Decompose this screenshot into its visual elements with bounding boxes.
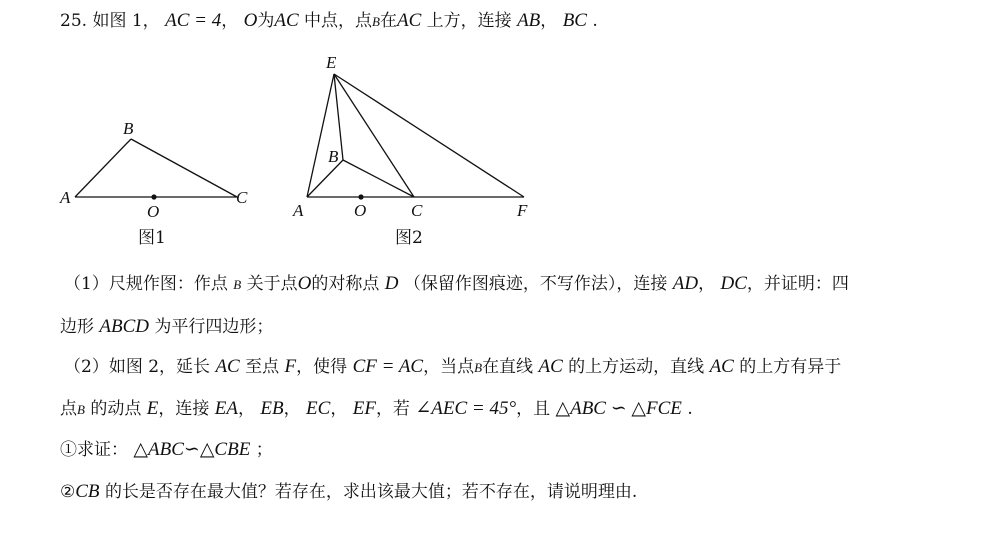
- fig1-caption: 图1: [138, 228, 166, 248]
- part-2-line-2: 点B 的动点 E，连接 EA， EB， EC， EF，若 ∠AEC = 45°，且 △ABC ∽ △FCE .: [60, 398, 693, 419]
- fig2-label-a: A: [293, 201, 304, 220]
- fig2-segment-bc: [343, 160, 414, 197]
- fig2-label-c: C: [411, 201, 423, 220]
- sub-question-1: ①求证： △ABC∽△CBE ；: [60, 439, 273, 460]
- problem-statement: 25. 如图 1， AC = 4， O为AC 中点，点B在AC 上方，连接 AB， BC .: [60, 10, 598, 31]
- fig2-point-o: [358, 194, 363, 199]
- fig2-label-b: B: [328, 147, 339, 166]
- fig1-label-o: O: [147, 202, 160, 221]
- sub-question-2: ②CB 的长是否存在最大值？若存在，求出该最大值；若不存在，请说明理由.: [60, 481, 638, 502]
- fig1-label-c: C: [236, 188, 248, 207]
- fig1-point-o: [151, 194, 156, 199]
- fig2-segment-ae: [307, 74, 334, 197]
- fig1-segment-ab: [75, 139, 131, 197]
- ac-equals-4: AC = 4: [165, 10, 222, 31]
- fig2-label-e: E: [326, 53, 337, 72]
- figure-1: [75, 139, 237, 197]
- fig2-label-f: F: [517, 201, 528, 220]
- problem-number: 25.: [60, 11, 88, 31]
- fig2-caption: 图2: [395, 228, 423, 248]
- similar-triangles: △ABC ∽ △FCE: [555, 398, 682, 419]
- part-1-line-1: （1）尺规作图：作点 B 关于点O的对称点 D （保留作图痕迹，不写作法），连接 AD， DC，并证明：四: [64, 273, 849, 294]
- fig1-segment-bc: [131, 139, 237, 197]
- figure-2: [307, 74, 524, 197]
- part-2-line-1: （2）如图 2，延长 AC 至点 F，使得 CF = AC，当点B在直线 AC 的上方运动，直线 AC 的上方有异于: [64, 356, 842, 377]
- part-1-line-2: 边形 ABCD 为平行四边形；: [60, 316, 274, 337]
- fig1-label-b: B: [123, 119, 134, 138]
- fig1-label-a: A: [60, 188, 71, 207]
- fig2-label-o: O: [354, 201, 367, 220]
- angle-aec: ∠AEC = 45°: [415, 398, 517, 419]
- fig2-segment-ef: [334, 74, 524, 197]
- fig2-segment-ec: [334, 74, 414, 197]
